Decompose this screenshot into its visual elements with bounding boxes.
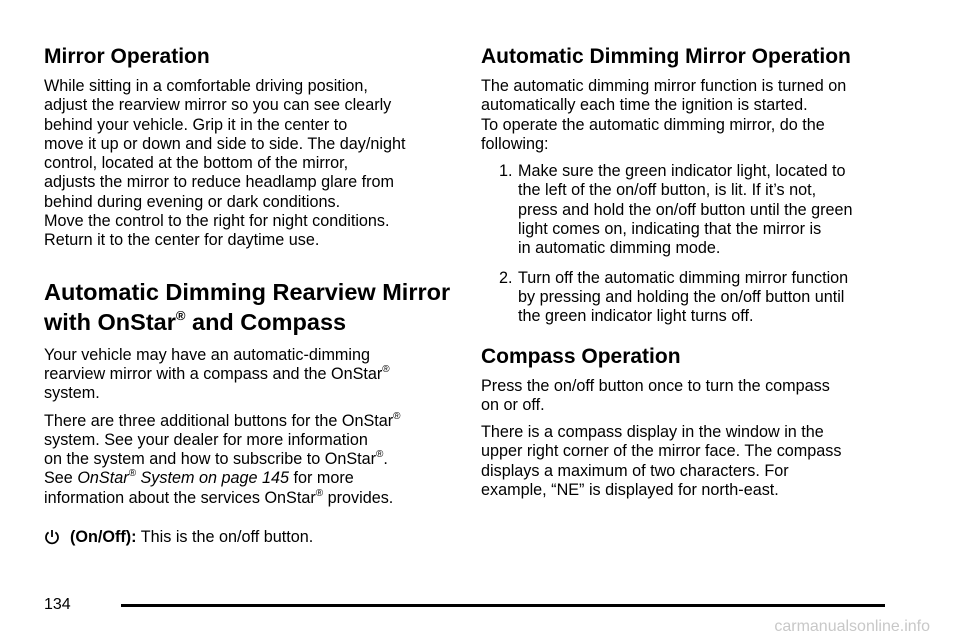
onoff-label: (On/Off): bbox=[70, 528, 137, 547]
page-number: 134 bbox=[44, 596, 71, 613]
list-item: 1. Make sure the green indicator light, located to the left of the on/off button, is lit. If it’s not, press and hold the on/off button until the green light comes on, indicating that the mirror is in automatic dimming mode. bbox=[499, 162, 853, 258]
heading-auto-dimming: Automatic Dimming Mirror Operation bbox=[481, 45, 851, 68]
watermark: carmanualsonline.info bbox=[774, 618, 930, 635]
list-item: 2. Turn off the automatic dimming mirror function by pressing and holding the on/off button until the green indicator light turns off. bbox=[499, 268, 849, 326]
auto-dimming-intro: The automatic dimming mirror function is turned on automatically each time the ignition is started. To operate the automatic dimming mirror, do the following: bbox=[481, 77, 847, 153]
heading-onstar-mirror: Automatic Dimming Rearview Mirror with OnStar® and Compass bbox=[44, 278, 451, 335]
compass-onoff-text: Press the on/off button once to turn the compass on or off. bbox=[481, 376, 830, 414]
mirror-operation-text: While sitting in a comfortable driving position, adjust the rearview mirror so you can see clearly behind your vehicle. Grip it in the center to move it up or down and side to side. The day/night control, located at the bottom of the mirror, adjusts the mirror to reduce headlamp glare from behind during evening or dark conditions. Move the control to the right for night conditions. Return it to the center for daytime use. bbox=[44, 77, 406, 250]
footer-divider bbox=[121, 604, 885, 607]
compass-display-text: There is a compass display in the window in the upper right corner of the mirror face. The compass displays a maximum of two characters. For example, “NE” is displayed for north-east. bbox=[481, 423, 842, 500]
heading-mirror-operation: Mirror Operation bbox=[44, 45, 210, 68]
right-column bbox=[481, 44, 901, 500]
heading-compass-operation: Compass Operation bbox=[481, 344, 681, 368]
onstar-page-reference[interactable]: OnStar® System on page 145 bbox=[77, 468, 289, 488]
left-column bbox=[44, 44, 456, 547]
onoff-button-description: (On/Off): This is the on/off button. bbox=[44, 528, 456, 547]
auto-dimming-steps bbox=[481, 162, 901, 326]
power-icon bbox=[44, 529, 60, 545]
onstar-intro-text: Your vehicle may have an automatic-dimming rearview mirror with a compass and the OnStar® system. bbox=[44, 345, 390, 403]
onstar-buttons-text: There are three additional buttons for the OnStar® system. See your dealer for more information on the system and how to subscribe to OnStar®. See OnStar® System on page 145 for more information about the services OnStar® provides. bbox=[44, 410, 401, 507]
